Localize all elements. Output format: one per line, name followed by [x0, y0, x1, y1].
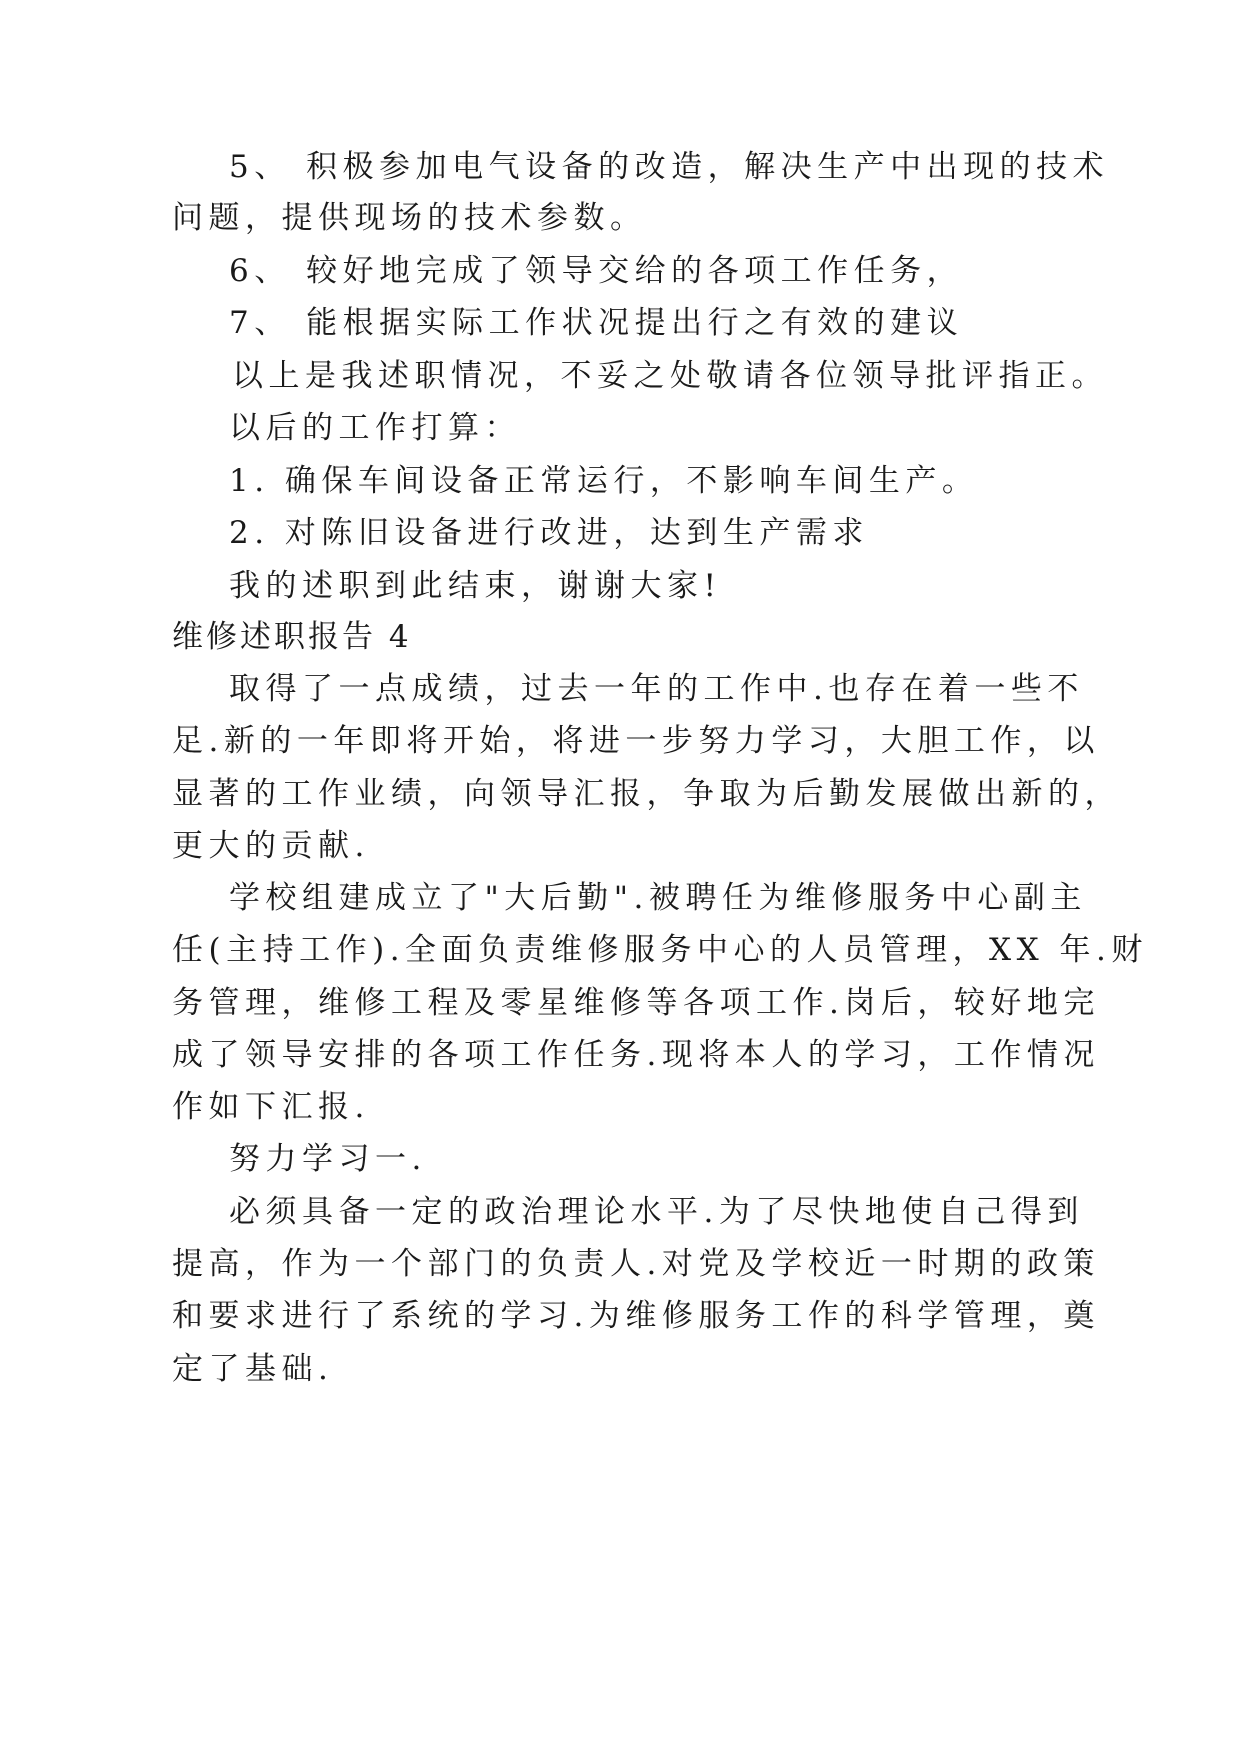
closing-text: 我的述职到此结束，谢谢大家!	[229, 568, 722, 604]
paragraph2-line3: 务管理，维修工程及零星维修等各项工作.岗后，较好地完	[172, 985, 1100, 1021]
paragraph3-line1: 必须具备一定的政治理论水平.为了尽快地使自己得到	[229, 1194, 1084, 1230]
plan2-text: 2. 对陈旧设备进行改进，达到生产需求	[229, 515, 869, 551]
item6-text: 6、 较好地完成了领导交给的各项工作任务，	[229, 253, 964, 289]
paragraph1-line4: 更大的贡献.	[172, 828, 370, 864]
subheading: 努力学习一.	[229, 1141, 427, 1177]
item5-line1: 5、 积极参加电气设备的改造，解决生产中出现的技术	[229, 149, 1110, 185]
paragraph1-line2: 足.新的一年即将开始，将进一步努力学习，大胆工作，以	[172, 723, 1100, 759]
summary-text: 以上是我述职情况，不妥之处敬请各位领导批评指正。	[232, 358, 1108, 394]
item5-line2: 问题，提供现场的技术参数。	[172, 200, 647, 236]
paragraph3-line4: 定了基础.	[172, 1351, 334, 1387]
paragraph3-line2: 提高，作为一个部门的负责人.对党及学校近一时期的政策	[172, 1246, 1100, 1282]
paragraph1-line3: 显著的工作业绩，向领导汇报，争取为后勤发展做出新的，	[172, 776, 1121, 812]
plan1-text: 1. 确保车间设备正常运行，不影响车间生产。	[229, 463, 979, 499]
paragraph2-line1: 学校组建成立了"大后勤".被聘任为维修服务中心副主	[229, 880, 1087, 916]
paragraph2-line4: 成了领导安排的各项工作任务.现将本人的学习，工作情况	[172, 1037, 1100, 1073]
paragraph1-line1: 取得了一点成绩，过去一年的工作中.也存在着一些不	[229, 671, 1084, 707]
section-title: 维修述职报告 4	[172, 619, 412, 655]
paragraph2-line2: 任(主持工作).全面负责维修服务中心的人员管理，XX 年.财	[172, 932, 1148, 968]
future-plans-label: 以后的工作打算：	[229, 410, 521, 446]
paragraph2-line5: 作如下汇报.	[172, 1089, 370, 1125]
paragraph3-line3: 和要求进行了系统的学习.为维修服务工作的科学管理，奠	[172, 1298, 1100, 1334]
item7-text: 7、 能根据实际工作状况提出行之有效的建议	[229, 305, 964, 341]
